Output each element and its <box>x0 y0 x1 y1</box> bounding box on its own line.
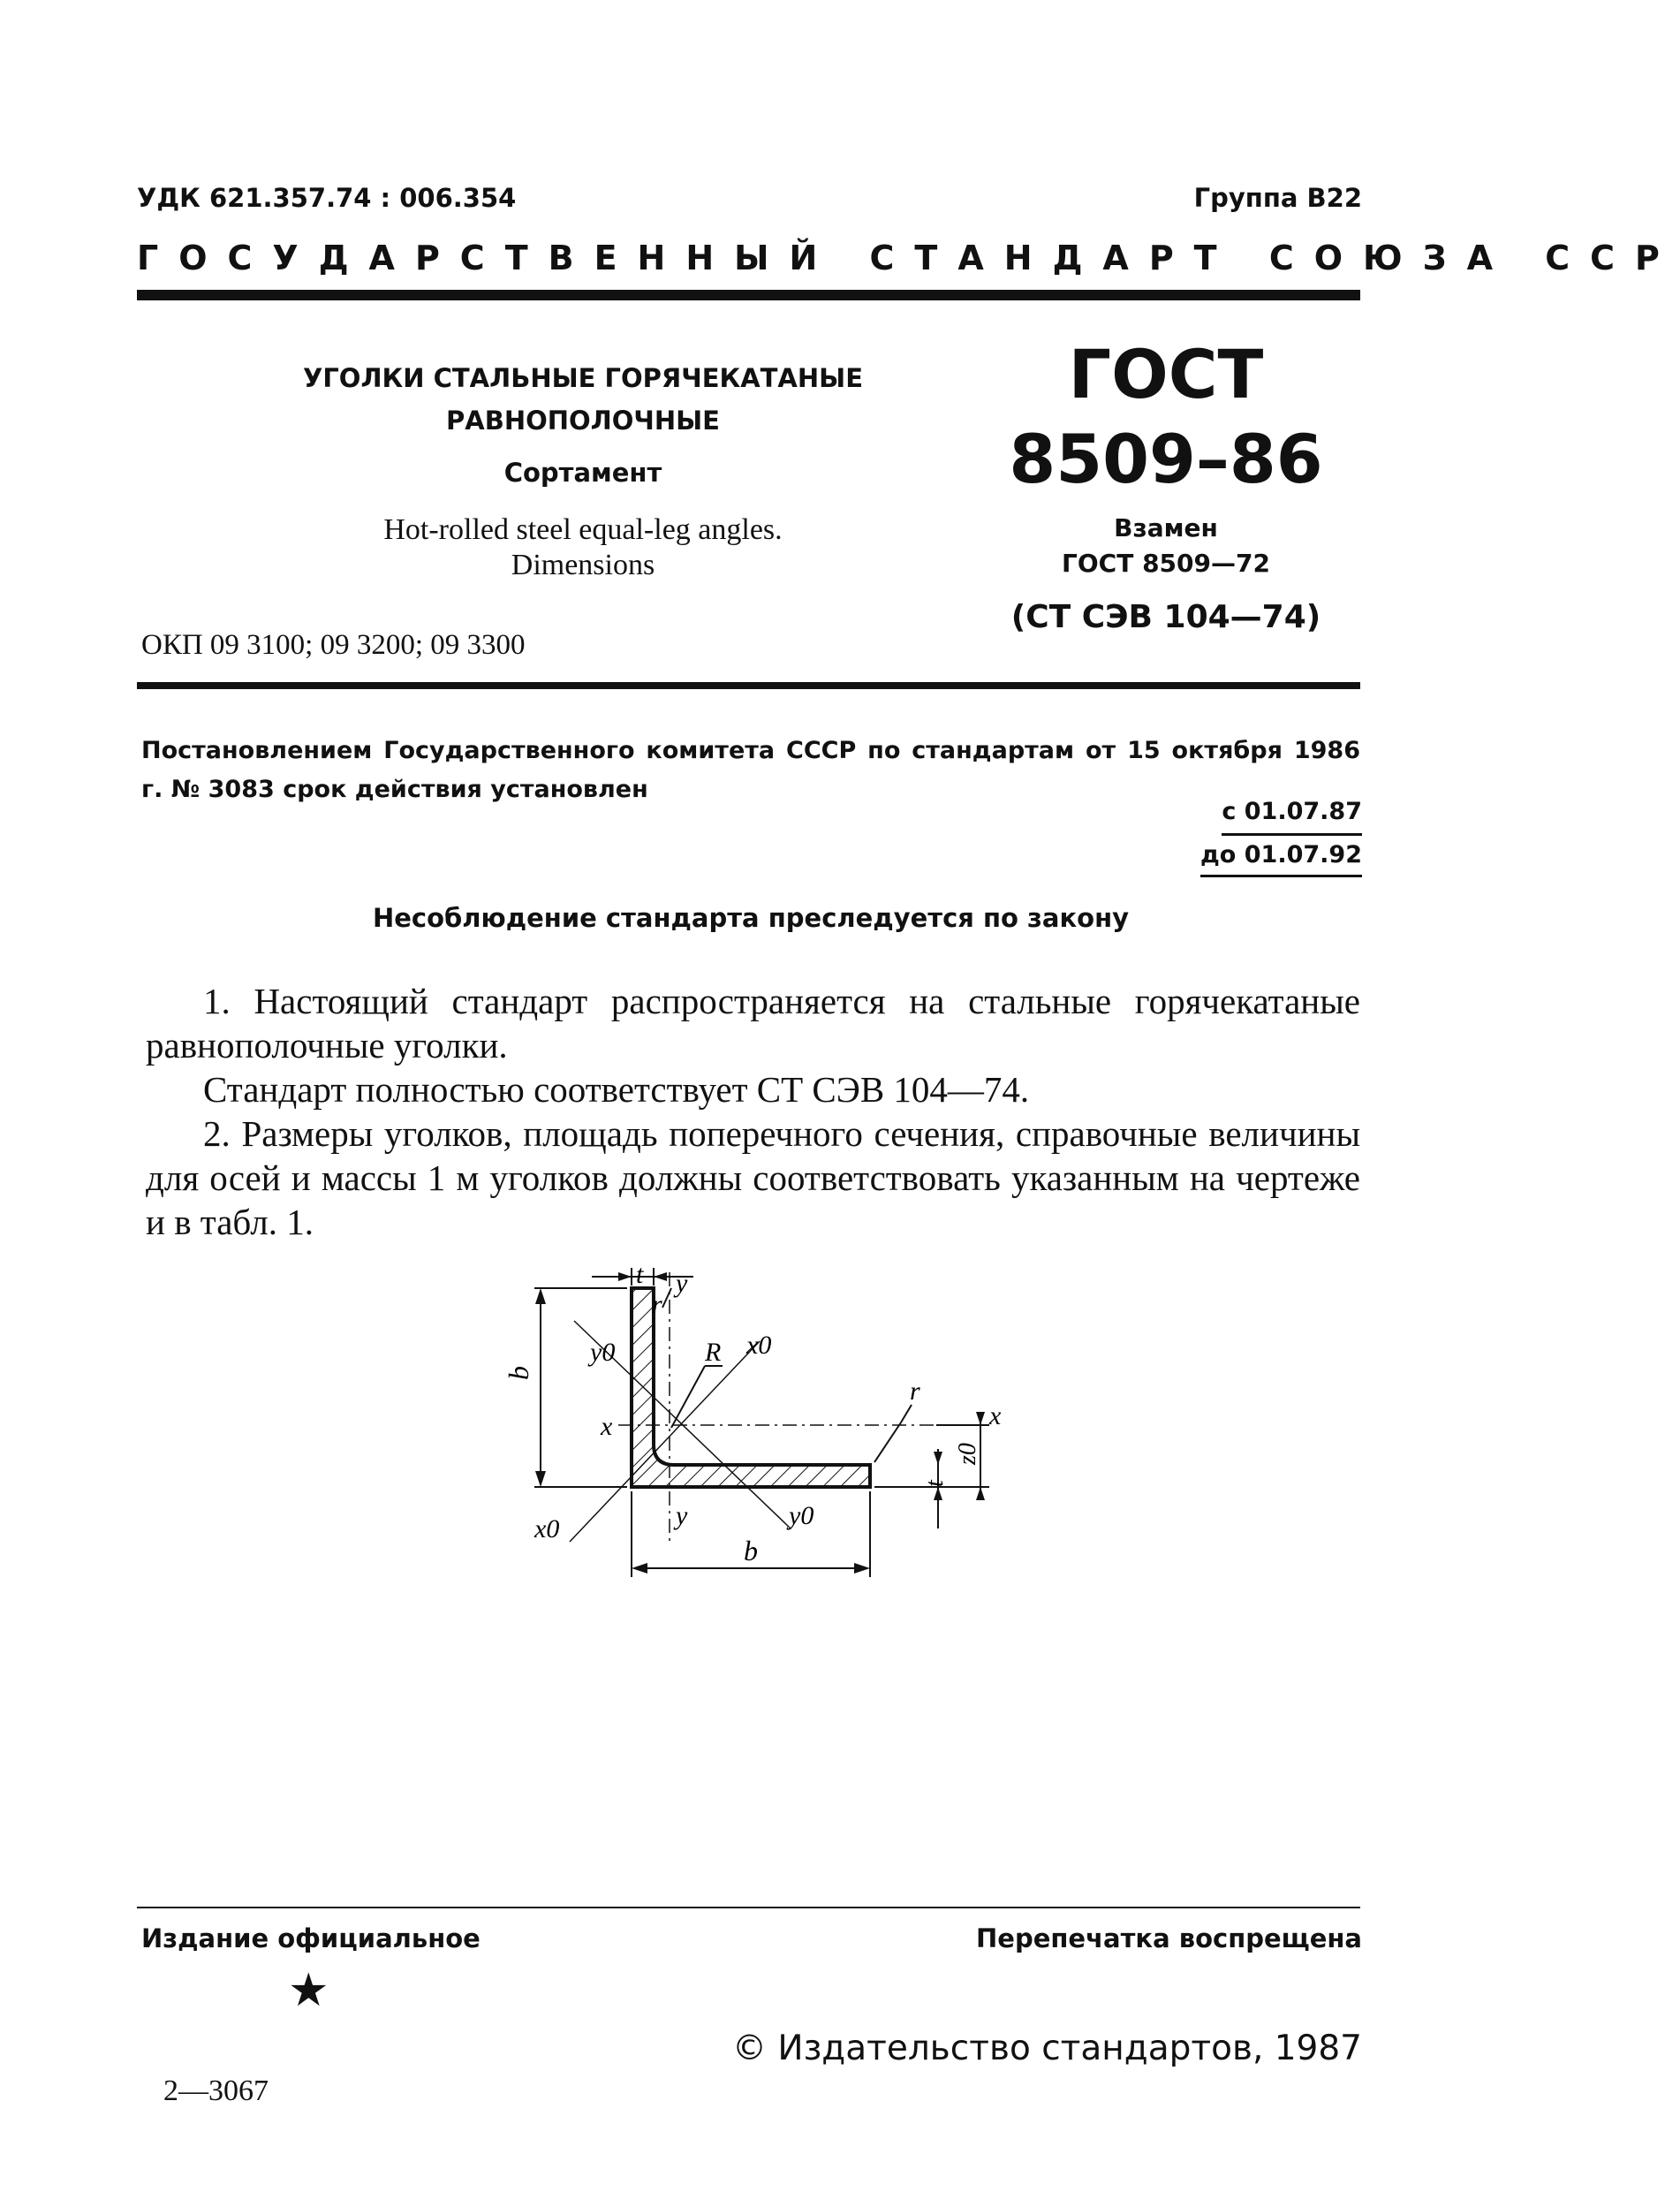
body-text <box>146 979 1360 1244</box>
label-y0-top: y0 <box>590 1338 616 1367</box>
label-t-right: t <box>921 1480 949 1487</box>
group-code: Группа В22 <box>1193 183 1362 213</box>
header-rule <box>137 290 1360 300</box>
sev-reference: (СТ СЭВ 104—74) <box>1010 599 1321 635</box>
valid-to: до 01.07.92 <box>1200 836 1362 877</box>
title-rule <box>137 682 1360 689</box>
dim-t-arrow-left <box>618 1272 632 1281</box>
reprint-prohibited: Перепечатка воспрещена <box>976 1923 1362 1953</box>
dim-z0-arrow-bottom <box>976 1487 985 1500</box>
udk-code: УДК 621.357.74 : 006.354 <box>137 183 517 213</box>
okp-codes: ОКП 09 3100; 09 3200; 09 3300 <box>141 629 526 661</box>
dim-t-right-arrow-top <box>934 1452 942 1465</box>
title-line-1: УГОЛКИ СТАЛЬНЫЕ ГОРЯЧЕКАТАНЫЕ <box>302 363 864 393</box>
leader-R <box>671 1366 705 1428</box>
replaces-label: Взамен <box>1114 513 1218 542</box>
dim-b-arrow-left <box>632 1563 647 1574</box>
label-x0-top: x0 <box>746 1331 772 1360</box>
label-r-top: r <box>652 1290 662 1319</box>
english-title-line-1: Hot-rolled steel equal-leg angles. <box>383 513 783 546</box>
gost-designation <box>972 332 1360 502</box>
decree-text: Постановлением Государственного комитета СССР по стандартам от 15 октября 1986 г. № 3083 срок действия установлен <box>141 737 1360 803</box>
validity-dates <box>1200 793 1362 877</box>
dim-b-arrow-top <box>535 1288 546 1304</box>
paragraph-2: Стандарт полностью соответствует СТ СЭВ 104—74. <box>203 1069 1030 1110</box>
label-R: R <box>705 1338 722 1367</box>
leader-r-right-ext <box>901 1405 912 1422</box>
english-title <box>194 512 972 583</box>
label-z0: z0 <box>954 1443 981 1465</box>
angle-section <box>632 1288 870 1487</box>
label-y-top: y <box>676 1269 688 1298</box>
dim-b-arrow-bottom <box>535 1471 546 1487</box>
label-t-top: t <box>636 1260 644 1289</box>
leader-r-right <box>874 1422 901 1462</box>
state-standard-heading: ГОСУДАРСТВЕННЫЙ СТАНДАРТ СОЮЗА ССР <box>137 239 1680 277</box>
english-title-line-2: Dimensions <box>511 549 655 581</box>
print-number: 2—3067 <box>163 2074 269 2107</box>
document-subtitle: Сортамент <box>503 458 662 488</box>
gost-label: ГОСТ <box>1068 335 1264 413</box>
publisher-copyright: © Издательство стандартов, 1987 <box>732 2029 1362 2068</box>
label-x-left: x <box>601 1412 613 1441</box>
document-title <box>194 357 972 442</box>
replaces-block <box>972 511 1360 581</box>
label-r-right: r <box>910 1377 920 1406</box>
label-y0-bottom: y0 <box>789 1501 814 1530</box>
label-b-horizontal: b <box>744 1535 758 1566</box>
label-y-bottom: y <box>676 1501 688 1530</box>
official-edition: Издание официальное <box>141 1923 481 1953</box>
footer-rule <box>137 1907 1360 1908</box>
dim-t-arrow-right <box>654 1272 667 1281</box>
valid-from: с 01.07.87 <box>1222 793 1362 836</box>
dim-b-arrow-right <box>854 1563 870 1574</box>
paragraph-3: 2. Размеры уголков, площадь поперечного сечения, справочные величины для осей и массы 1 м уголков должны соответствовать указанным на чертеже и в табл. 1. <box>146 1113 1360 1242</box>
paragraph-1: 1. Настоящий стандарт распространяется на стальные горячекатаные равнополочные уголки. <box>146 981 1360 1066</box>
label-x-right: x <box>989 1401 1002 1430</box>
dim-z0-arrow-top <box>976 1412 985 1425</box>
axis-x0 <box>570 1341 760 1542</box>
angle-profile-drawing <box>495 1260 1042 1696</box>
law-notice: Несоблюдение стандарта преследуется по закону <box>372 903 1130 933</box>
dim-t-right-arrow-bottom <box>934 1487 942 1500</box>
gost-number: 8509–86 <box>1009 420 1323 498</box>
label-x0-bottom: x0 <box>534 1514 560 1544</box>
title-line-2: РАВНОПОЛОЧНЫЕ <box>446 406 720 436</box>
replaces-number: ГОСТ 8509—72 <box>1062 549 1270 578</box>
label-b-vertical: b <box>503 1366 534 1380</box>
star-icon: ★ <box>288 1964 329 2017</box>
